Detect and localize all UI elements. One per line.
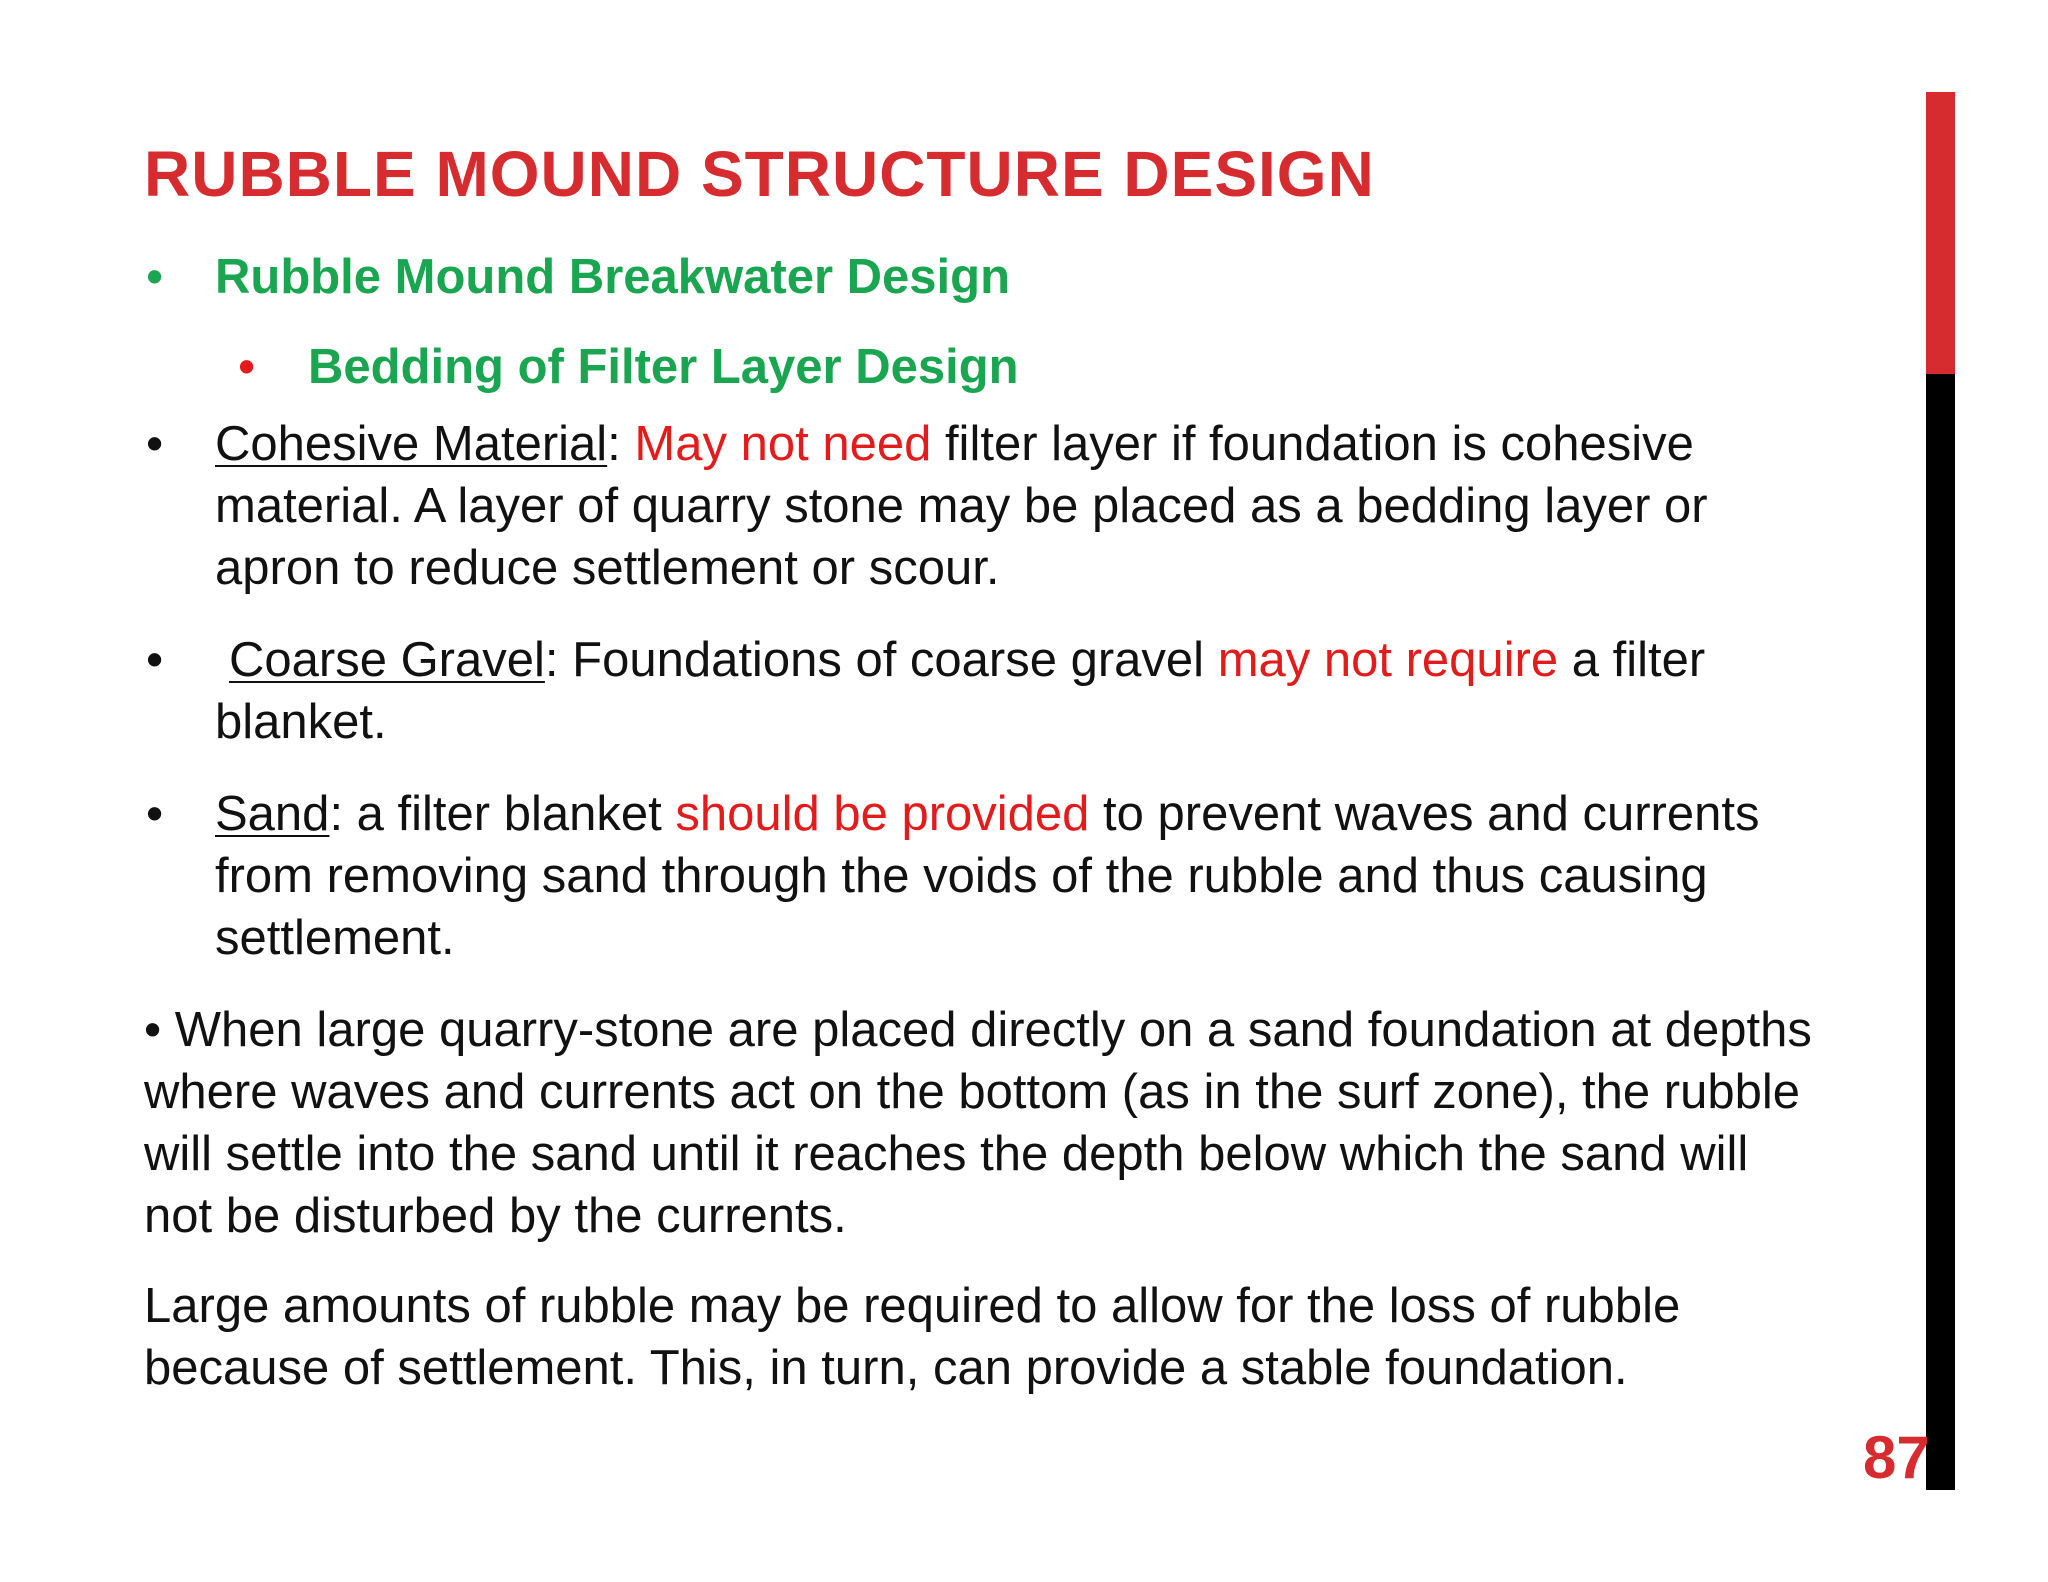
para-when-line2: where waves and currents act on the bottom (as in the surf zone), the rubble — [144, 1065, 1800, 1119]
subheading-filter-text: Bedding of Filter Layer Design — [308, 340, 1019, 394]
gravel-rest: a filter — [1558, 633, 1706, 687]
bullet-icon: • — [238, 340, 256, 394]
item-sand-line1 — [215, 783, 1759, 845]
highlight-may-not-need: May not need — [634, 417, 932, 471]
term-cohesive: Cohesive Material — [215, 417, 608, 471]
para-large-line2: because of settlement. This, in turn, can provide a stable foundation. — [144, 1341, 1628, 1395]
para-when-line4: not be disturbed by the currents. — [144, 1189, 847, 1243]
bullet-icon: • — [146, 633, 164, 687]
item-gravel-line1 — [229, 629, 1705, 691]
para-when-line3: will settle into the sand until it reaches the depth below which the sand will — [144, 1127, 1749, 1181]
separator: : — [607, 417, 635, 471]
slide-title: RUBBLE MOUND STRUCTURE DESIGN — [144, 138, 1375, 210]
cohesive-rest: filter layer if foundation is cohesive — [931, 417, 1694, 471]
sand-rest: to prevent waves and currents — [1089, 787, 1760, 841]
item-cohesive-line3: apron to reduce settlement or scour. — [215, 541, 1000, 595]
accent-bar-red — [1926, 92, 1955, 374]
highlight-may-not-require: may not require — [1217, 633, 1559, 687]
item-gravel-line2: blanket. — [215, 695, 387, 749]
item-cohesive-line2: material. A layer of quarry stone may be placed as a bedding layer or — [215, 479, 1708, 533]
bullet-icon: • — [146, 250, 164, 304]
bullet-icon: • — [146, 787, 164, 841]
sand-sep: : a filter blanket — [329, 787, 676, 841]
para-large-line1: Large amounts of rubble may be required to allow for the loss of rubble — [144, 1279, 1681, 1333]
para-when-line1: • When large quarry-stone are placed directly on a sand foundation at depths — [144, 1003, 1812, 1057]
heading-breakwater-text: Rubble Mound Breakwater Design — [215, 250, 1011, 304]
item-sand-line2: from removing sand through the voids of the rubble and thus causing — [215, 849, 1708, 903]
highlight-should-be-provided: should be provided — [675, 787, 1090, 841]
term-sand: Sand — [215, 787, 330, 841]
accent-bar-black — [1926, 374, 1955, 1490]
bullet-icon: • — [146, 417, 164, 471]
gravel-sep: : Foundations of coarse gravel — [544, 633, 1218, 687]
page-number: 87 — [1863, 1424, 1930, 1491]
item-cohesive-line1 — [215, 413, 1694, 475]
term-coarse-gravel: Coarse Gravel — [229, 633, 545, 687]
item-sand-line3: settlement. — [215, 911, 455, 965]
